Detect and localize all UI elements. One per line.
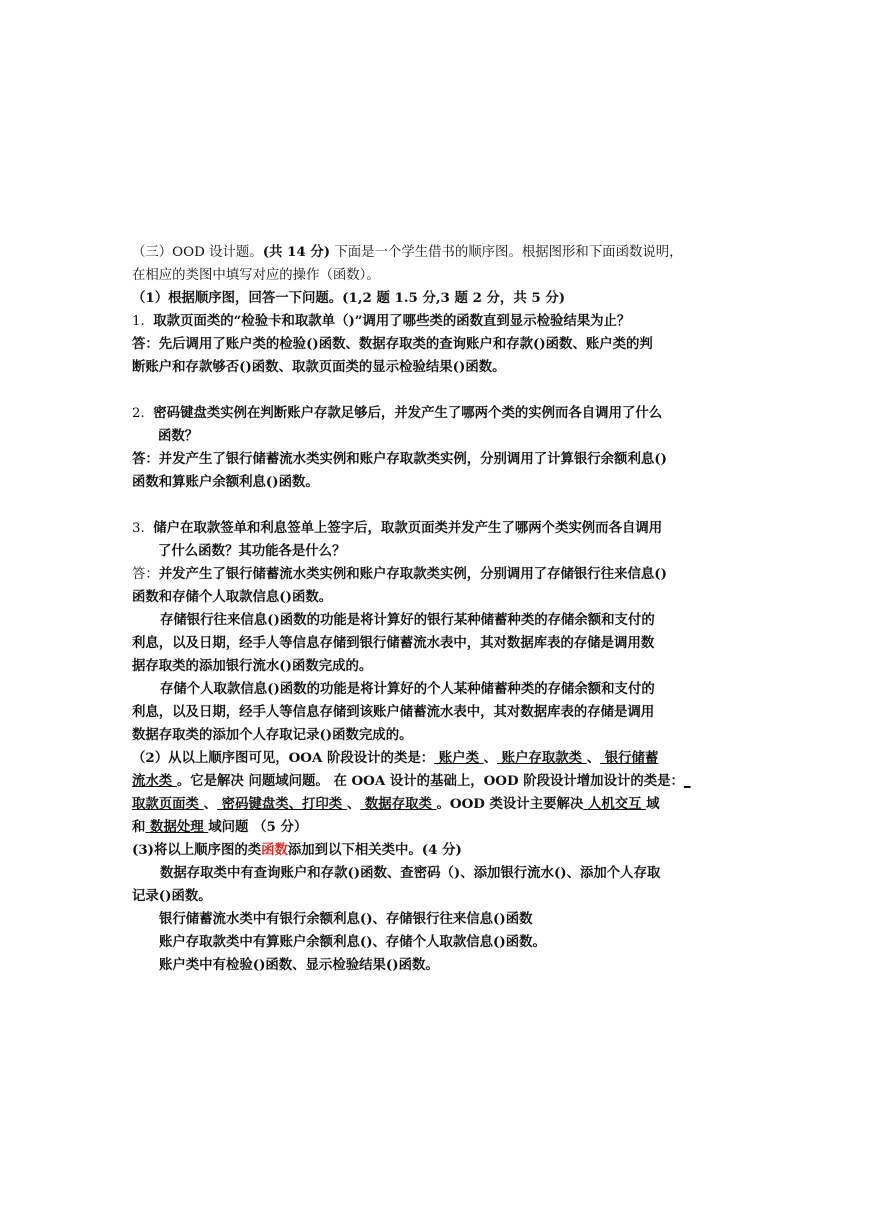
- section-intro-line-1: [132, 241, 742, 264]
- q2-text: 密码键盘类实例在判断账户存款足够后，并发产生了哪两个类的实例而各自调用了什么: [153, 405, 663, 421]
- part1-heading: （1）根据顺序图，回答一下问题。(1,2 题 1.5 分,3 题 2 分，共 5 分): [132, 290, 566, 306]
- answer-bank-flow-class: 银行储蓄: [600, 750, 659, 766]
- answer-account-deposit-class: 账户存取款类: [497, 750, 587, 766]
- q3-question: [132, 517, 742, 540]
- q3-para2-line-1: 存储个人取款信息()函数的功能是将计算好的个人某种储蓄种类的存储余额和支付的: [160, 681, 655, 697]
- separator: 、: [203, 796, 218, 812]
- part2-text: 域问题 （5 分）: [208, 819, 308, 835]
- q1-text: 取款页面类的“检验卡和取款单（)”调用了哪些类的函数直到显示检验结果为止？: [153, 313, 631, 329]
- part2-line-2: [132, 770, 742, 793]
- separator: 、: [586, 750, 601, 766]
- q3-answer-line-1: [132, 563, 742, 586]
- part2-line-1: [132, 747, 742, 770]
- q1-answer-line-2: 断账户和存款够否()函数、取款页面类的显示检验结果()函数。: [132, 359, 506, 375]
- spacer: [132, 379, 742, 402]
- part3-account-line: 账户类中有检验()函数、显示检验结果()函数。: [159, 957, 439, 973]
- answer-keypad-printer-class: 密码键盘类、打印类: [217, 796, 347, 812]
- separator: 、: [346, 796, 361, 812]
- part2-text: 。OOD 类设计主要解决: [436, 796, 584, 812]
- q2-number: 2.: [132, 406, 145, 421]
- part3-heading-highlight: 函数: [261, 842, 288, 858]
- q2-question-line-2: 函数？: [158, 428, 199, 444]
- answer-withdraw-page-class: 取款页面类: [132, 796, 204, 812]
- exam-page: [132, 241, 742, 977]
- answer-account-class: 账户类: [434, 750, 484, 766]
- q1-number: 1.: [132, 314, 145, 329]
- q3-para2-line-3: 数据存取类的添加个人存取记录()函数完成的。: [132, 727, 413, 743]
- q2-question: [132, 402, 742, 425]
- q3-answer-label: 答：: [132, 567, 159, 582]
- q3-number: 3.: [132, 521, 145, 536]
- answer-data-processing: 数据处理: [145, 819, 209, 835]
- section-intro-line-2: 在相应的类图中填写对应的操作（函数）。: [132, 268, 380, 283]
- spacer: [132, 494, 742, 517]
- q3-answer-line-2: 函数和存储个人取款信息()函数。: [132, 589, 333, 605]
- part3-heading: [132, 839, 742, 862]
- q3-question-line-2: 了什么函数？其功能各是什么？: [158, 543, 346, 559]
- part2-text: 和: [132, 819, 146, 835]
- section-intro-text: 下面是一个学生借书的顺序图。根据图形和下面函数说明，: [330, 245, 683, 260]
- q1-answer-line-1: 答：先后调用了账户类的检验()函数、数据存取类的查询账户和存款()函数、账户类的判: [132, 336, 653, 352]
- q3-para1-line-3: 据存取类的添加银行流水()函数完成的。: [132, 658, 373, 674]
- part2-line-3: [132, 793, 742, 816]
- part3-data-access-line-2: 记录()函数。: [132, 888, 212, 904]
- q2-answer-line-1: 答：并发产生了银行储蓄流水类实例和账户存取款类实例，分别调用了计算银行余额利息(): [132, 451, 667, 467]
- separator: 、: [483, 750, 498, 766]
- part3-heading-text: 添加到以下相关类中。(4 分): [287, 842, 462, 858]
- q3-text: 储户在取款签单和利息签单上签字后，取款页面类并发产生了哪两个类实例而各自调用: [153, 520, 663, 536]
- part3-data-access-line-1: 数据存取类中有查询账户和存款()函数、查密码（)、添加银行流水()、添加个人存取: [160, 865, 661, 881]
- answer-bank-flow-class-cont: 流水类: [132, 773, 177, 789]
- q3-para1-line-2: 利息，以及日期，经手人等信息存储到银行储蓄流水表中，其对数据库表的存储是调用数: [132, 635, 655, 651]
- answer-data-access-class: 数据存取类: [360, 796, 437, 812]
- part3-account-deposit-line: 账户存取款类中有算账户余额利息()、存储个人取款信息()函数。: [159, 934, 546, 950]
- part2-text: 。它是解决 问题域问题。 在 OOA 设计的基础上，OOD 阶段设计增加设计的类是：: [176, 773, 684, 789]
- part3-bank-flow-line: 银行储蓄流水类中有银行余额利息()、存储银行往来信息()函数: [159, 911, 533, 927]
- q3-answer-text: 并发产生了银行储蓄流水类实例和账户存取款类实例，分别调用了存储银行往来信息(): [158, 566, 667, 582]
- q2-answer-line-2: 函数和算账户余额利息()函数。: [132, 474, 319, 490]
- part3-heading-text: (3)将以上顺序图的类: [132, 842, 262, 858]
- section-title: （三）OOD 设计题。: [132, 245, 263, 260]
- part2-text: （2）从以上顺序图可见，OOA 阶段设计的类是：: [132, 750, 435, 766]
- answer-hci: 人机交互: [583, 796, 647, 812]
- section-score: (共 14 分): [262, 244, 331, 260]
- q1-question: [132, 310, 742, 333]
- q3-para1-line-1: 存储银行往来信息()函数的功能是将计算好的银行某种储蓄种类的存储余额和支付的: [160, 612, 655, 628]
- part2-text: 域: [646, 796, 660, 812]
- blank: _: [683, 773, 691, 789]
- q3-para2-line-2: 利息，以及日期，经手人等信息存储到该账户储蓄流水表中，其对数据库表的存储是调用: [132, 704, 655, 720]
- part2-line-4: [132, 816, 742, 839]
